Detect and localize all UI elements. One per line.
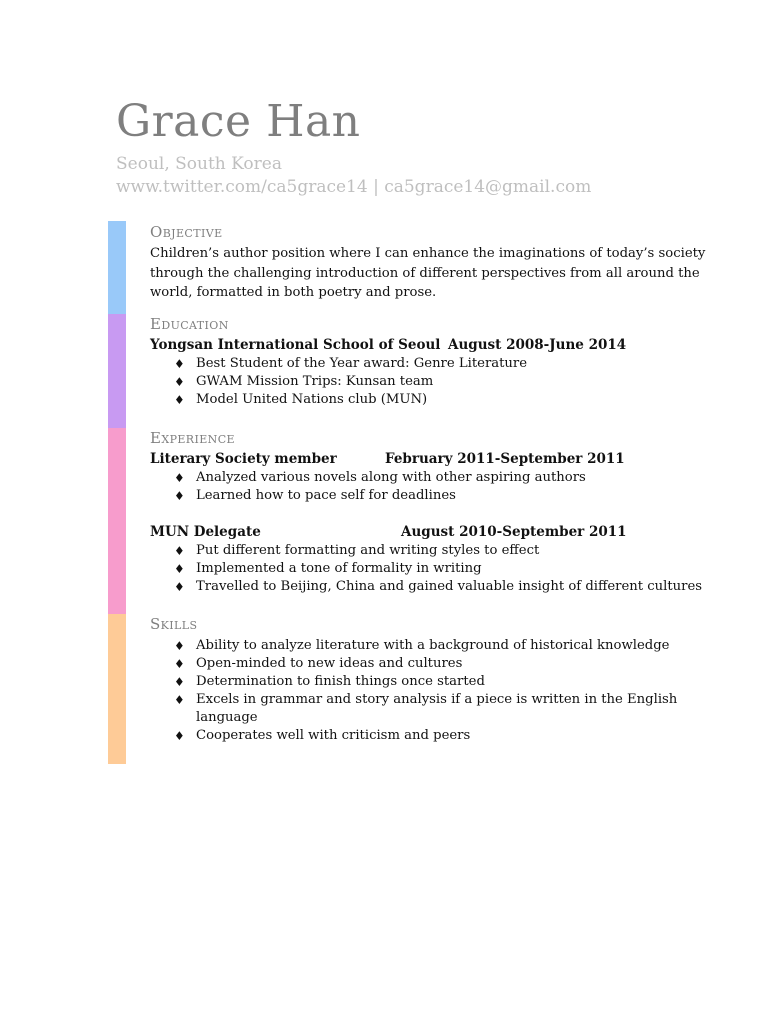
diamond-icon: ♦ [174,375,185,389]
experience-job-row [150,524,627,540]
diamond-icon: ♦ [174,657,185,671]
list-item: ♦ Learned how to pace self for deadlines [174,488,456,503]
list-item: ♦ Cooperates well with criticism and peers [174,728,471,743]
school-name: Yongsan International School of Seoul [150,337,441,353]
education-heading: Education [150,315,229,333]
job-dates: February 2011-September 2011 [385,451,625,467]
diamond-icon: ♦ [174,580,185,594]
diamond-icon: ♦ [174,729,185,743]
objective-text: Children’s author position where I can enhance the imaginations of today’s society through the challenging introduction of different perspectives from all around the world, formatted in both poetry and prose. [150,246,706,300]
list-item: ♦ Model United Nations club (MUN) [174,392,428,407]
list-item: ♦ Ability to analyze literature with a background of historical knowledge [174,638,670,653]
diamond-icon: ♦ [174,562,185,576]
contact-links: www.twitter.com/ca5grace14 | ca5grace14@gmail.com [116,177,592,197]
experience-color-bar [108,428,126,614]
diamond-icon: ♦ [174,639,185,653]
education-bullets [174,355,527,409]
education-color-bar [108,314,126,428]
diamond-icon: ♦ [174,675,185,689]
job-title: Literary Society member [150,451,337,467]
diamond-icon: ♦ [174,544,185,558]
skills-color-bar [108,614,126,764]
skills-heading: Skills [150,615,198,633]
diamond-icon: ♦ [174,489,185,503]
diamond-icon: ♦ [174,471,185,485]
diamond-icon: ♦ [174,693,185,707]
list-item: ♦ Best Student of the Year award: Genre Literature [174,356,528,371]
job-dates: August 2010-September 2011 [401,524,627,540]
objective-heading: Objective [150,223,223,241]
education-school-row [150,337,627,353]
list-item: ♦ Excels in grammar and story analysis if a piece is written in the English language [174,692,678,725]
job-title: MUN Delegate [150,524,261,540]
list-item: ♦ GWAM Mission Trips: Kunsan team [174,374,434,389]
objective-color-bar [108,221,126,314]
contact-location: Seoul, South Korea [116,154,282,174]
list-item: ♦ Analyzed various novels along with other aspiring authors [174,470,586,485]
school-dates: August 2008-June 2014 [448,337,627,353]
diamond-icon: ♦ [174,357,185,371]
list-item: ♦ Determination to finish things once started [174,674,485,689]
list-item: ♦ Travelled to Beijing, China and gained valuable insight of different cultures [174,579,703,594]
experience-job-row [150,451,625,467]
resume-name: Grace Han [116,96,361,147]
experience-heading: Experience [150,429,235,447]
experience-job-bullets [174,469,586,505]
skills-bullets [174,637,686,745]
experience-job-bullets [174,542,702,596]
diamond-icon: ♦ [174,393,185,407]
list-item: ♦ Put different formatting and writing styles to effect [174,543,540,558]
list-item: ♦ Open-minded to new ideas and cultures [174,656,463,671]
list-item: ♦ Implemented a tone of formality in writing [174,561,482,576]
